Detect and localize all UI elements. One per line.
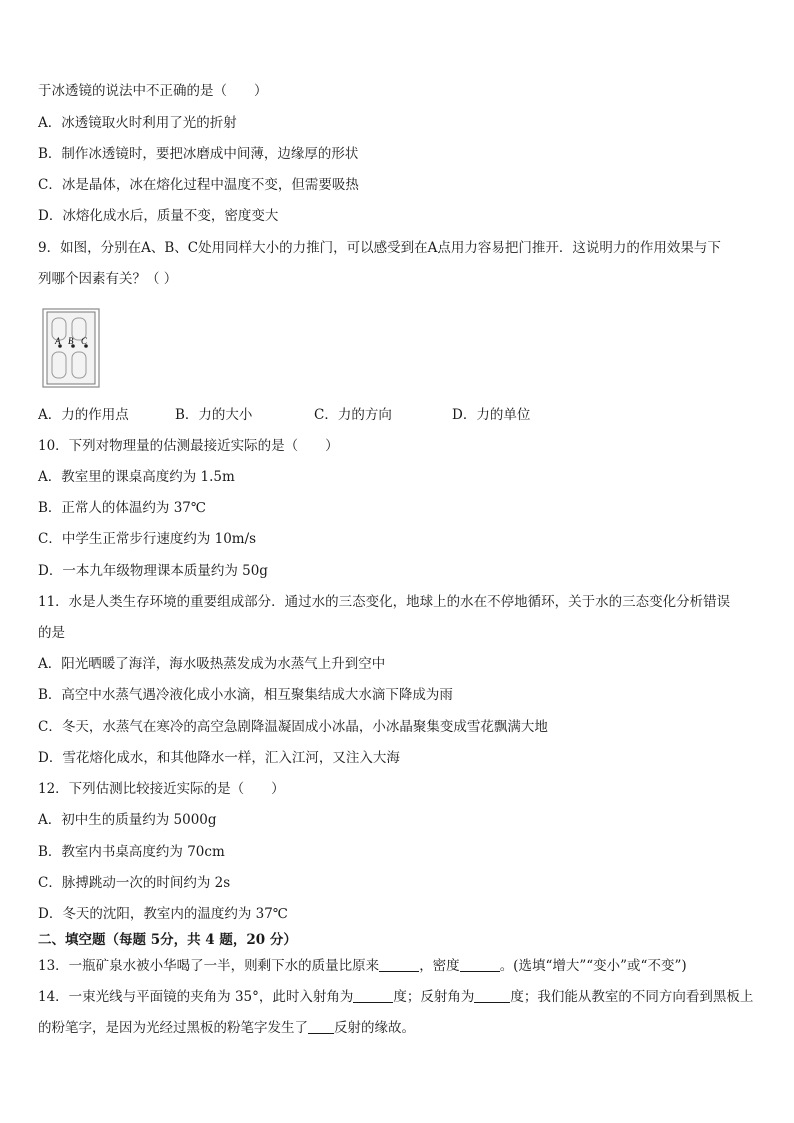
door-leaf — [47, 312, 95, 384]
q9-option-d: D．力的单位 — [452, 407, 531, 423]
q14-blank-incidence[interactable] — [353, 988, 393, 1003]
q12-stem: 12．下列估测比较接近实际的是（ ） — [38, 781, 285, 797]
q10-option-d: D．一本九年级物理课本质量约为 50g — [38, 563, 268, 579]
q14-text-3: 度；我们能从教室的不同方向看到黑板上 — [510, 989, 754, 1005]
q14-stem-line2 — [38, 1019, 415, 1037]
q10-stem: 10．下列对物理量的估测最接近实际的是（ ） — [38, 438, 339, 454]
q10-option-a: A．教室里的课桌高度约为 1.5m — [38, 469, 235, 485]
q10-option-c: C．中学生正常步行速度约为 10m/s — [38, 531, 257, 547]
q12-option-c: C．脉搏跳动一次的时间约为 2s — [38, 875, 231, 891]
door-label-b: B — [68, 336, 74, 346]
q10-option-b: B．正常人的体温约为 37℃ — [38, 500, 206, 516]
q8-option-c: C．冰是晶体，冰在熔化过程中温度不变，但需要吸热 — [38, 177, 359, 193]
q9-option-c: C．力的方向 — [314, 407, 392, 423]
q8-stem: 于冰透镜的说法中不正确的是（ ） — [38, 83, 268, 99]
q11-option-d: D．雪花熔化成水，和其他降水一样，汇入江河，又注入大海 — [38, 750, 400, 766]
q9-stem-line2: 列哪个因素有关？（ ） — [38, 271, 178, 287]
q8-option-a: A．冰透镜取火时利用了光的折射 — [38, 115, 237, 131]
q14-text-2: 度；反射角为 — [393, 989, 475, 1005]
q11-option-a: A．阳光晒暖了海洋，海水吸热蒸发成为水蒸气上升到空中 — [38, 656, 386, 672]
q14-blank-reflection-type[interactable] — [308, 1019, 334, 1034]
q8-option-d: D．冰熔化成水后，质量不变，密度变大 — [38, 208, 279, 224]
q14-text-4: 的粉笔字，是因为光经过黑板的粉笔字发生了 — [38, 1020, 308, 1036]
q12-option-a: A．初中生的质量约为 5000g — [38, 812, 217, 828]
door-figure — [42, 308, 100, 388]
q12-option-d: D．冬天的沈阳，教室内的温度约为 37℃ — [38, 906, 288, 922]
q14-blank-reflection[interactable] — [474, 988, 510, 1003]
door-label-c: C — [81, 336, 88, 346]
q9-option-a: A．力的作用点 — [38, 407, 129, 423]
q12-option-b: B．教室内书桌高度约为 70cm — [38, 844, 225, 860]
q14-stem-line1 — [38, 988, 753, 1006]
q14-text-1: 14．一束光线与平面镜的夹角为 35°，此时入射角为 — [38, 989, 354, 1005]
section-title-fill-in: 二、填空题（每题 5分，共 4 题，20 分） — [38, 932, 297, 948]
door-label-a: A — [55, 336, 61, 346]
q14-text-5: 反射的缘故。 — [334, 1020, 415, 1036]
q13-stem — [38, 957, 687, 975]
q13-blank-mass[interactable] — [379, 957, 419, 972]
q9-option-b: B．力的大小 — [175, 407, 253, 423]
q13-text-1: 13．一瓶矿泉水被小华喝了一半，则剩下水的质量比原来 — [38, 958, 380, 974]
q11-option-c: C．冬天，水蒸气在寒冷的高空急剧降温凝固成小冰晶，小冰晶聚集变成雪花飘满大地 — [38, 719, 548, 735]
q13-text-3: 。(选填“增大”“变小”或“不变”) — [499, 958, 687, 974]
q11-option-b: B．高空中水蒸气遇冷液化成小水滴，相互聚集结成大水滴下降成为雨 — [38, 687, 453, 703]
q9-stem-line1: 9．如图，分别在A、B、C处用同样大小的力推门，可以感受到在A点用力容易把门推开．这说明力的作用效果与下 — [38, 240, 721, 256]
q8-option-b: B．制作冰透镜时，要把冰磨成中间薄，边缘厚的形状 — [38, 146, 359, 162]
q11-stem-line1: 11．水是人类生存环境的重要组成部分．通过水的三态变化，地球上的水在不停地循环，关于水的三态变化分析错误 — [38, 594, 731, 610]
q11-stem-line2: 的是 — [38, 625, 65, 641]
q13-text-2: ，密度 — [419, 958, 460, 974]
q13-blank-density[interactable] — [460, 957, 500, 972]
